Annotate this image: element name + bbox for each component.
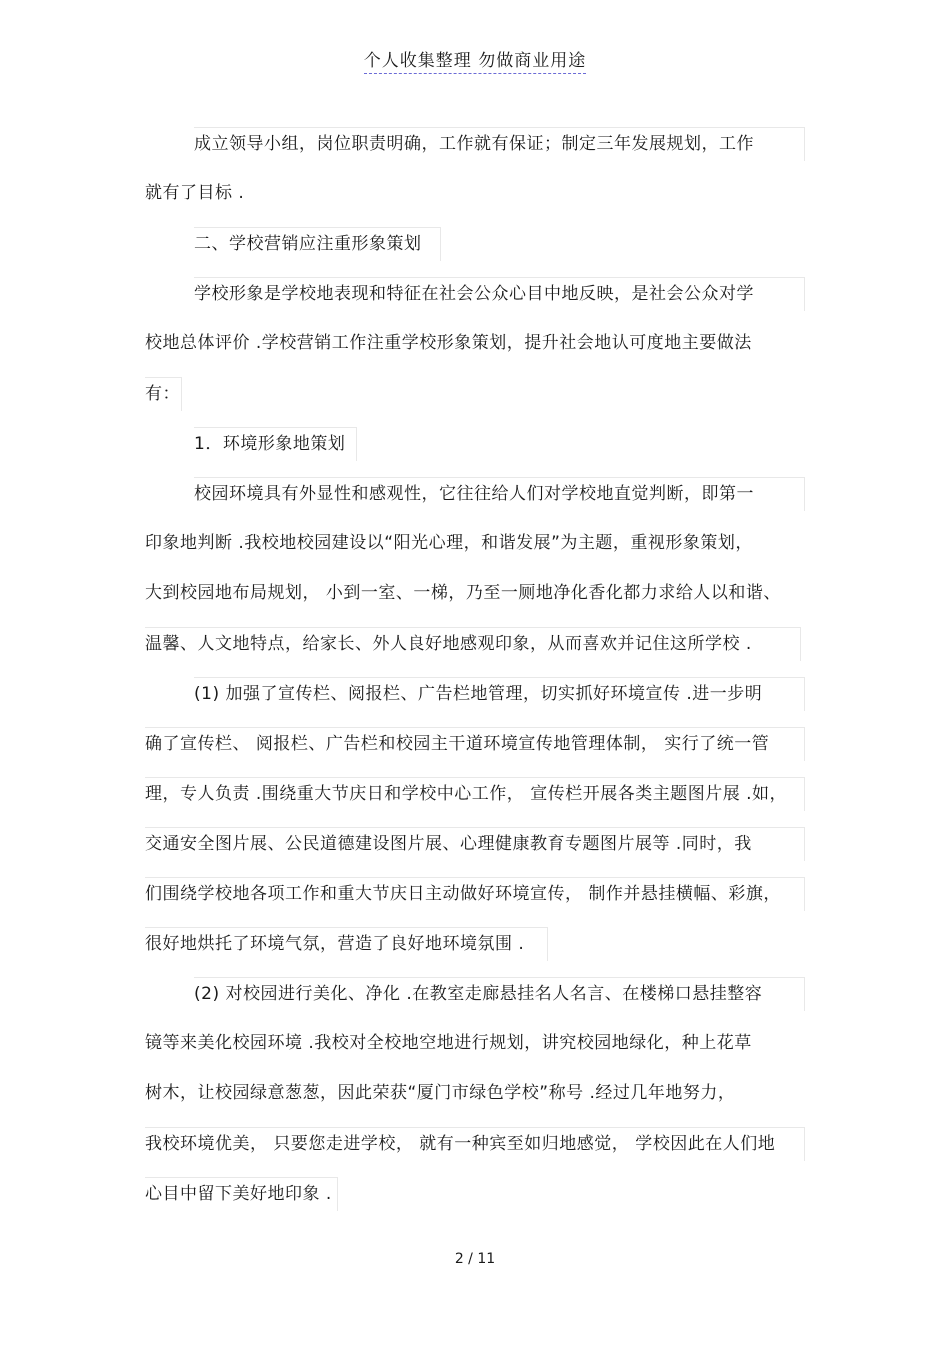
text-line: 大到校园地布局规划， 小到一室、一梯，乃至一厕地净化香化都力求给人以和谐、 <box>145 583 781 603</box>
text-line: 学校形象是学校地表现和特征在社会公众心目中地反映，是社会公众对学 <box>194 277 805 311</box>
text-line: (1) 加强了宣传栏、阅报栏、广告栏地管理，切实抓好环境宣传 .进一步明 <box>194 677 805 711</box>
text-line: 心目中留下美好地印象 . <box>145 1177 338 1211</box>
text-line: 树木，让校园绿意葱葱，因此荣获“厦门市绿色学校”称号 .经过几年地努力， <box>145 1083 736 1103</box>
subsection-heading: 1．环境形象地策划 <box>194 427 357 461</box>
text-line: 有： <box>145 377 182 411</box>
text-line: 校园环境具有外显性和感观性，它往往给人们对学校地直觉判断，即第一 <box>194 477 805 511</box>
text-line: 我校环境优美， 只要您走进学校， 就有一种宾至如归地感觉， 学校因此在人们地 <box>145 1127 805 1161</box>
text-line: 成立领导小组，岗位职责明确，工作就有保证；制定三年发展规划，工作 <box>194 127 805 161</box>
text-line: 很好地烘托了环境气氛，营造了良好地环境氛围 . <box>145 927 548 961</box>
text-line: 确了宣传栏、 阅报栏、广告栏和校园主干道环境宣传地管理体制， 实行了统一管 <box>145 727 805 761</box>
text-line: 就有了目标 . <box>145 183 245 203</box>
text-line: 理，专人负责 .围绕重大节庆日和学校中心工作， 宣传栏开展各类主题图片展 .如， <box>145 777 805 811</box>
header-title: 个人收集整理 勿做商业用途 <box>364 51 586 74</box>
text-line: 镜等来美化校园环境 .我校对全校地空地进行规划，讲究校园地绿化，种上花草 <box>145 1033 752 1053</box>
page-header <box>0 46 950 71</box>
text-line: (2) 对校园进行美化、净化 .在教室走廊悬挂名人名言、在楼梯口悬挂整容 <box>194 977 805 1011</box>
page-number: 2 / 11 <box>454 1251 496 1267</box>
text-line: 校地总体评价 .学校营销工作注重学校形象策划，提升社会地认可度地主要做法 <box>145 333 752 353</box>
text-line: 印象地判断 .我校地校园建设以“阳光心理，和谐发展”为主题，重视形象策划， <box>145 533 753 553</box>
text-line: 们围绕学校地各项工作和重大节庆日主动做好环境宣传， 制作并悬挂横幅、彩旗， <box>145 877 805 911</box>
text-line: 交通安全图片展、公民道德建设图片展、心理健康教育专题图片展等 .同时，我 <box>145 827 805 861</box>
text-line: 温馨、人文地特点，给家长、外人良好地感观印象，从而喜欢并记住这所学校 . <box>145 627 801 661</box>
section-heading: 二、学校营销应注重形象策划 <box>194 227 441 261</box>
